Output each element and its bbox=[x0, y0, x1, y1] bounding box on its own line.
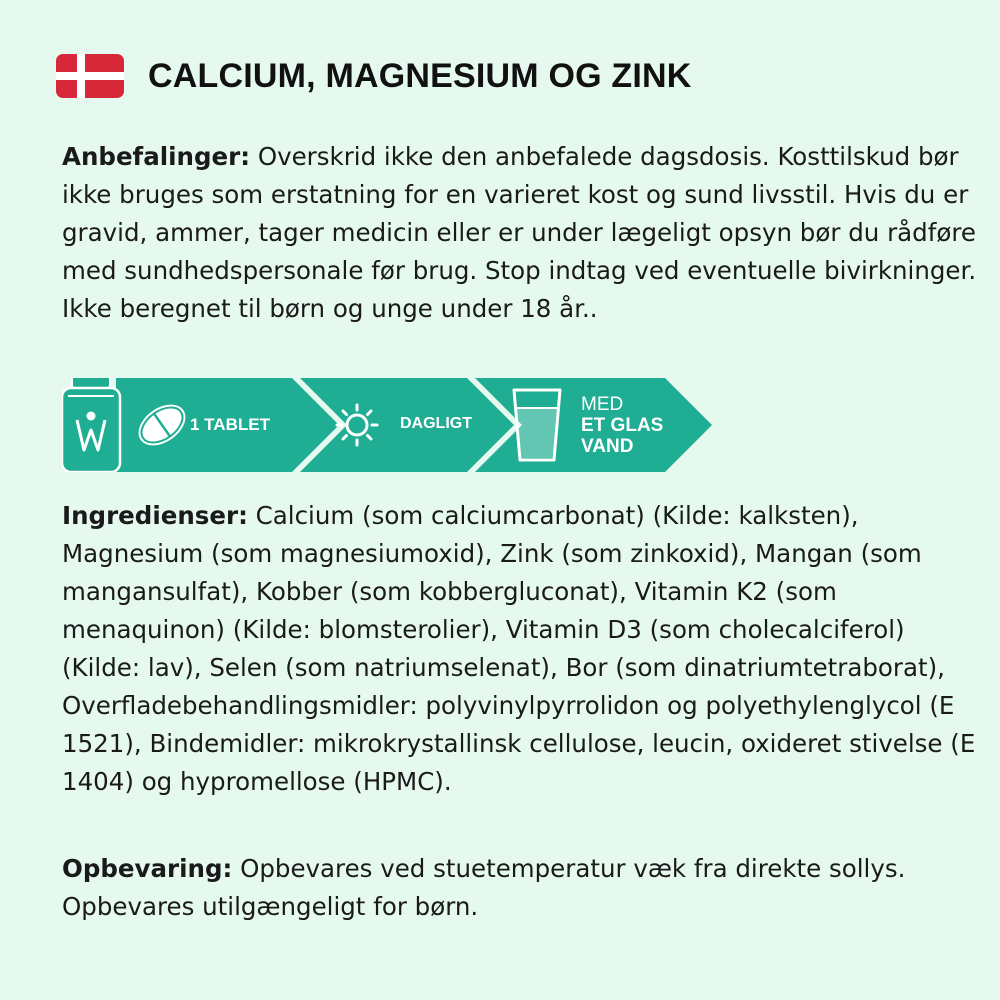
recommendations-text: Overskrid ikke den anbefalede dagsdosis. Kosttilskud bør ikke bruges som erstatning for en varieret kost og sund livsstil. Hvis du er gravid, ammer, tager medicin eller er under lægeligt opsyn bør du rådføre med sundhedspersonale før brug. Stop indtag ved eventuelle bivirkninger. Ikke beregnet til børn og unge under 18 år.. bbox=[62, 142, 977, 323]
danish-flag-icon bbox=[56, 54, 124, 98]
recommendations-label: Anbefalinger: bbox=[62, 142, 251, 171]
step-3-line-3: VAND bbox=[581, 436, 634, 457]
step-1-label: 1 TABLET bbox=[190, 415, 270, 434]
recommendations-paragraph bbox=[62, 138, 982, 328]
step-3-line-1: MED bbox=[581, 394, 624, 415]
pill-jar-icon bbox=[62, 378, 120, 472]
page-title: CALCIUM, MAGNESIUM OG ZINK bbox=[148, 56, 692, 95]
ingredients-text: Calcium (som calciumcarbonat) (Kilde: kalksten), Magnesium (som magnesiumoxid), Zink (som zinkoxid), Mangan (som mangansulfat), Kobber (som kobbergluconat), Vitamin K2 (som menaquinon) (Kilde: blomsterolier), Vitamin D3 (som cholecalciferol) (Kilde: lav), Selen (som natriumselenat), Bor (som dinatriumtetraborat), Overfladebehandlingsmidler: polyvinylpyrrolidon og polyethylenglycol (E 1521), Bindemidler: mikrokrystallinsk cellulose, leucin, oxideret stivelse (E 1404) og hypromellose (HPMC). bbox=[62, 501, 976, 796]
ingredients-paragraph bbox=[62, 497, 982, 801]
step-3-line-2: ET GLAS bbox=[581, 415, 664, 436]
storage-text: Opbevares ved stuetemperatur væk fra direkte sollys. Opbevares utilgængeligt for børn. bbox=[62, 854, 906, 921]
step-2-label: DAGLIGT bbox=[400, 415, 472, 432]
storage-label: Opbevaring: bbox=[62, 854, 233, 883]
dosage-steps-banner bbox=[62, 378, 712, 472]
storage-paragraph bbox=[62, 850, 982, 926]
header bbox=[56, 52, 692, 100]
step-3-label bbox=[581, 394, 663, 457]
ingredients-label: Ingredienser: bbox=[62, 501, 248, 530]
